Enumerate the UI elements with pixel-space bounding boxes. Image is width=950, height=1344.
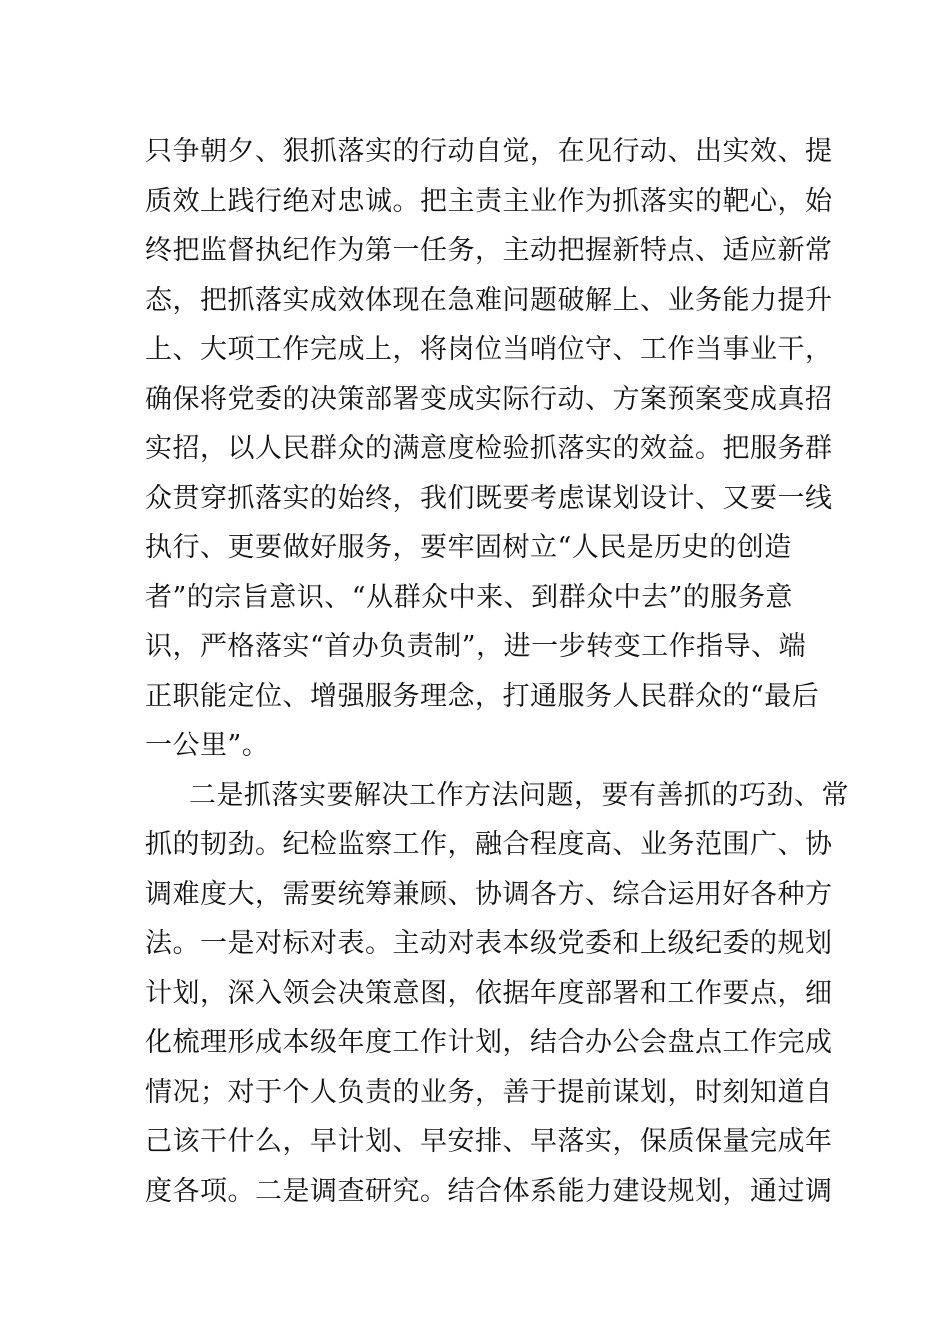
text-line-18: 计划，深入领会决策意图，依据年度部署和工作要点，细 bbox=[145, 977, 833, 1009]
text-line-10: 者”的宗旨意识、“从群众中来、到群众中去”的服务意 bbox=[145, 581, 793, 613]
text-line-22: 度各项。二是调查研究。结合体系能力建设规划，通过调 bbox=[145, 1175, 833, 1207]
text-line-7: 实招，以人民群众的满意度检验抓落实的效益。把服务群 bbox=[145, 433, 833, 464]
text-line-4: 态，把抓落实成效体现在急难问题破解上、业务能力提升 bbox=[145, 284, 833, 316]
text-line-8: 众贯穿抓落实的始终，我们既要考虑谋划设计、又要一线 bbox=[145, 482, 833, 514]
text-line-11: 识，严格落实“首办负责制”，进一步转变工作指导、端 bbox=[145, 631, 807, 662]
paragraph-2-first-line: 二是抓落实要解决工作方法问题，要有善抓的巧劲、常 bbox=[189, 779, 849, 811]
text-line-13: 一公里”。 bbox=[145, 730, 270, 761]
text-line-12: 正职能定位、增强服务理念，打通服务人民群众的“最后 bbox=[145, 680, 820, 712]
text-line-2: 质效上践行绝对忠诚。把主责主业作为抓落实的靶心，始 bbox=[145, 185, 833, 217]
text-line-5: 上、大项工作完成上，将岗位当哨位守、工作当事业干， bbox=[145, 334, 833, 365]
text-line-17: 法。一是对标对表。主动对表本级党委和上级纪委的规划 bbox=[145, 928, 833, 959]
text-line-6: 确保将党委的决策部署变成实际行动、方案预案变成真招 bbox=[145, 383, 833, 415]
text-line-1: 只争朝夕、狠抓落实的行动自觉，在见行动、出实效、提 bbox=[145, 136, 833, 167]
text-line-19: 化梳理形成本级年度工作计划，结合办公会盘点工作完成 bbox=[145, 1027, 833, 1058]
text-line-9: 执行、更要做好服务，要牢固树立“人民是历史的创造 bbox=[145, 532, 792, 563]
body-text bbox=[145, 127, 849, 1216]
text-line-3: 终把监督执纪作为第一任务，主动把握新特点、适应新常 bbox=[145, 235, 833, 266]
text-line-21: 己该干什么，早计划、早安排、早落实，保质保量完成年 bbox=[145, 1126, 833, 1157]
text-line-16: 调难度大，需要统筹兼顾、协调各方、综合运用好各种方 bbox=[145, 878, 833, 910]
text-line-15: 抓的韧劲。纪检监察工作，融合程度高、业务范围广、协 bbox=[145, 829, 833, 860]
text-line-20: 情况；对于个人负责的业务，善于提前谋划，时刻知道自 bbox=[145, 1076, 833, 1108]
